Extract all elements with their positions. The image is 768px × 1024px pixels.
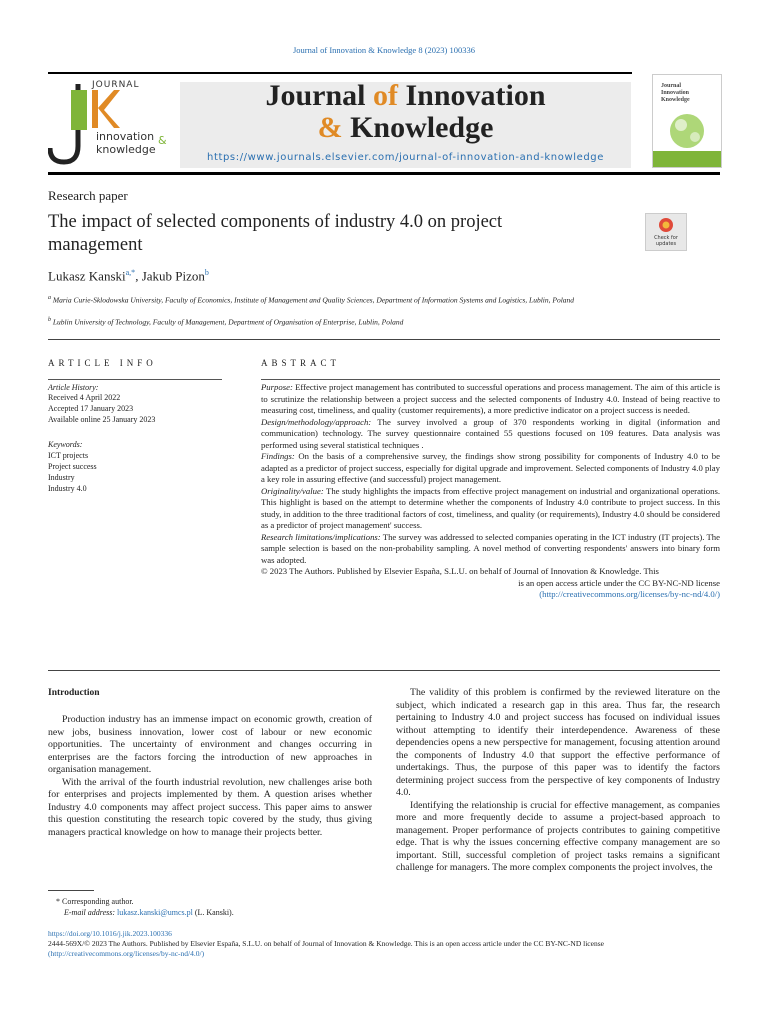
abstract-design xyxy=(261,417,720,452)
abstract-copyright: © 2023 The Authors. Published by Elsevier España, S.L.U. on behalf of Journal of Innovation & Knowledge. This xyxy=(261,566,659,576)
top-rule xyxy=(48,72,632,74)
email-owner: (L. Kanski). xyxy=(192,908,234,917)
affil-mark: a xyxy=(48,295,51,301)
article-info-heading: ARTICLE INFO xyxy=(48,358,157,368)
check-updates-icon xyxy=(658,216,674,234)
history-label: Article History: xyxy=(48,383,99,392)
journal-cover-thumbnail[interactable] xyxy=(652,74,722,168)
journal-logo xyxy=(48,80,173,166)
journal-title xyxy=(180,80,631,144)
title-knowledge: Knowledge xyxy=(342,111,494,144)
author-name[interactable]: Lukasz Kanski xyxy=(48,268,126,284)
online-date: Available online 25 January 2023 xyxy=(48,415,156,424)
abstract-findings xyxy=(261,451,720,486)
check-for-updates-button[interactable] xyxy=(645,213,687,251)
affiliation-a xyxy=(48,293,658,306)
page-footer xyxy=(48,929,720,959)
author-separator: , xyxy=(135,268,142,284)
email-link[interactable]: lukasz.kanski@umcs.pl xyxy=(117,908,193,917)
body-paragraph: The validity of this problem is confirmed by the reviewed literature on the subject, which indicated a research gap in this area. Thus far, the research pertaining to Industry 4.0 and project success has focused on individual issues without attempting to identify their interdependence. Awareness of these dependencies opens a new perspective for management, focusing attention around the components of Industry 4.0 that support the effective performance of undertakings. Thus, the purpose of this paper was to identify the factors determining project success from the perspective of key components of Industry 4.0. xyxy=(396,687,720,798)
paper-type: Research paper xyxy=(48,188,128,203)
abstract-limitations xyxy=(261,532,720,567)
title-innovation: Innovation xyxy=(397,79,546,112)
masthead-rule xyxy=(48,172,720,175)
keyword-item: Industry 4.0 xyxy=(48,484,87,493)
title-of: of xyxy=(372,79,398,112)
design-text: The survey involved a group of 370 respondents working in digital (information and communication) technology. The survey questionnaire contained 55 questions focused on 109 features. Data analysis was performed using several statistical techniques . xyxy=(261,416,720,450)
limitations-text: The survey was addressed to selected companies operating in the ICT industry (IT projects). The sample selection is based on the non-probability sampling. A novel method of converting respondents' answers into binary form was adopted. xyxy=(261,531,720,565)
cover-title-line3: Knowledge xyxy=(661,97,690,103)
cover-globe-icon xyxy=(659,111,715,151)
abstract-body xyxy=(261,382,720,601)
body-paragraph: Production industry has an immense impact on economic growth, creation of new jobs, business innovation, lower cost of labour or new economic opportunities. The uncertainty of environment and changes occurring in enterprises are the factors forcing the introduction of new approaches in organisation management. xyxy=(48,714,372,775)
originality-text: The study highlights the impacts from effective project management on industrial and organizational operations. This highlight is based on the attempt to determine whether the components of Industry 4.0 contribute to project success. In this study, in addition to the three traditional factors of cost, timeliness, and quality (or requirements), Industry 4.0 should be considered as a predictor of project management' success. xyxy=(261,485,720,530)
cover-title-line2: Innovation xyxy=(661,90,690,96)
accepted-date: Accepted 17 January 2023 xyxy=(48,404,134,413)
originality-label: Originality/value: xyxy=(261,485,324,496)
findings-label: Findings: xyxy=(261,451,295,461)
cover-green-band xyxy=(653,151,721,167)
right-column xyxy=(396,687,720,875)
abstract-license-link[interactable]: (http://creativecommons.org/licenses/by-nc-nd/4.0/) xyxy=(539,589,720,599)
left-column xyxy=(48,714,372,839)
logo-knowledge-text: knowledge xyxy=(96,143,156,156)
doi-link[interactable]: https://doi.org/10.1016/j.jik.2023.100336 xyxy=(48,929,172,938)
logo-amp-text: & xyxy=(158,134,167,147)
affil-mark: b xyxy=(48,317,51,323)
keyword-item: Industry xyxy=(48,473,75,482)
logo-innovation-text: innovation xyxy=(96,130,155,143)
journal-citation[interactable]: Journal of Innovation & Knowledge 8 (2023) 100336 xyxy=(292,45,475,55)
body-paragraph: Identifying the relationship is crucial for effective management, as companies more and more frequently decide to assume a project-based approach to management. Proper performance of projects contributes to gaining competitive edge. That is why the issues concerning effective company management are so important. Still, successful completion of project tasks remains a significant challenge for managers. The more complex components the project involves, the xyxy=(396,799,720,873)
author-name[interactable]: Jakub Pizon xyxy=(141,268,205,284)
limitations-label: Research limitations/implications: xyxy=(261,531,381,542)
paper-title: The impact of selected components of industry 4.0 on project management xyxy=(48,212,503,255)
abstract-originality xyxy=(261,486,720,532)
corresponding-text: Corresponding author. xyxy=(62,897,134,906)
header-rule xyxy=(48,339,720,340)
abstract-rule xyxy=(261,379,720,380)
footer-license: 2444-569X/© 2023 The Authors. Published by Elsevier España, S.L.U. on behalf of Journal of Innovation & Knowledge. This is an open access article under the CC BY-NC-ND license xyxy=(48,939,604,948)
purpose-label: Purpose: xyxy=(261,382,293,392)
check-updates-label: Check for updates xyxy=(654,235,678,247)
abstract-bottom-rule xyxy=(48,670,720,671)
received-date: Received 4 April 2022 xyxy=(48,393,121,402)
author-list xyxy=(48,268,209,284)
title-journal: Journal xyxy=(265,79,373,112)
keyword-item: ICT projects xyxy=(48,451,89,460)
email-label: E-mail address: xyxy=(64,908,116,917)
affil-text: Lublin University of Technology, Faculty of Management, Department of Organisation of Enterprise, Lublin, Poland xyxy=(52,317,404,327)
title-amp: & xyxy=(317,111,343,144)
findings-text: On the basis of a comprehensive survey, the findings show strong possibility for components of Industry 4.0 to be adapted as a predictor of project success, especially for digital upgrade and improvement. Selected components of Industry 4.0 play a key role in assuring effective (and successful) project management. xyxy=(261,451,720,484)
corresponding-footnote xyxy=(56,896,234,918)
body-paragraph: With the arrival of the fourth industrial revolution, new challenges arise both for enterprises and projects implemented by them. A question arises whether Industry 4.0 components may affect project success. This paper aims to answer this question constituting the research topic covered by the study, thus giving managers practical knowledge on how to manage their projects better. xyxy=(48,776,372,838)
keywords-label: Keywords: xyxy=(48,440,83,449)
author-affil-mark[interactable]: b xyxy=(204,268,209,277)
keyword-item: Project success xyxy=(48,462,97,471)
footnote-mark: * xyxy=(56,897,60,906)
logo-journal-text: JOURNAL xyxy=(92,80,140,90)
affil-text: Maria Curie-Sklodowska University, Faculty of Economics, Institute of Management and Quality Sciences, Department of Information Systems and Logistics, Lublin, Poland xyxy=(52,295,575,305)
footnote-rule xyxy=(48,890,94,891)
abstract-purpose xyxy=(261,382,720,417)
purpose-text: Effective project management has contributed to successful operations and process management. The aim of this article is to scrutinize the relationship between a project success and the selected components of Industry 4.0. Instead of being reactive to measuring cost, timeliness, and quality (customer requirements), a more predictive indicator on a project success is needed. xyxy=(261,382,720,415)
author-affil-mark[interactable]: a,* xyxy=(125,268,136,277)
footer-license-link[interactable]: (http://creativecommons.org/licenses/by-nc-nd/4.0/) xyxy=(48,949,205,958)
journal-url-link[interactable]: https://www.journals.elsevier.com/journal-of-innovation-and-knowledge xyxy=(207,152,604,163)
cover-title-line1: Journal xyxy=(661,83,682,89)
affiliation-b xyxy=(48,315,658,328)
introduction-heading: Introduction xyxy=(48,688,100,698)
design-label: Design/methodology/approach: xyxy=(261,416,372,427)
abstract-license: is an open access article under the CC BY-NC-ND license xyxy=(518,577,720,588)
abstract-heading: ABSTRACT xyxy=(261,358,341,368)
article-info-rule xyxy=(48,379,222,380)
